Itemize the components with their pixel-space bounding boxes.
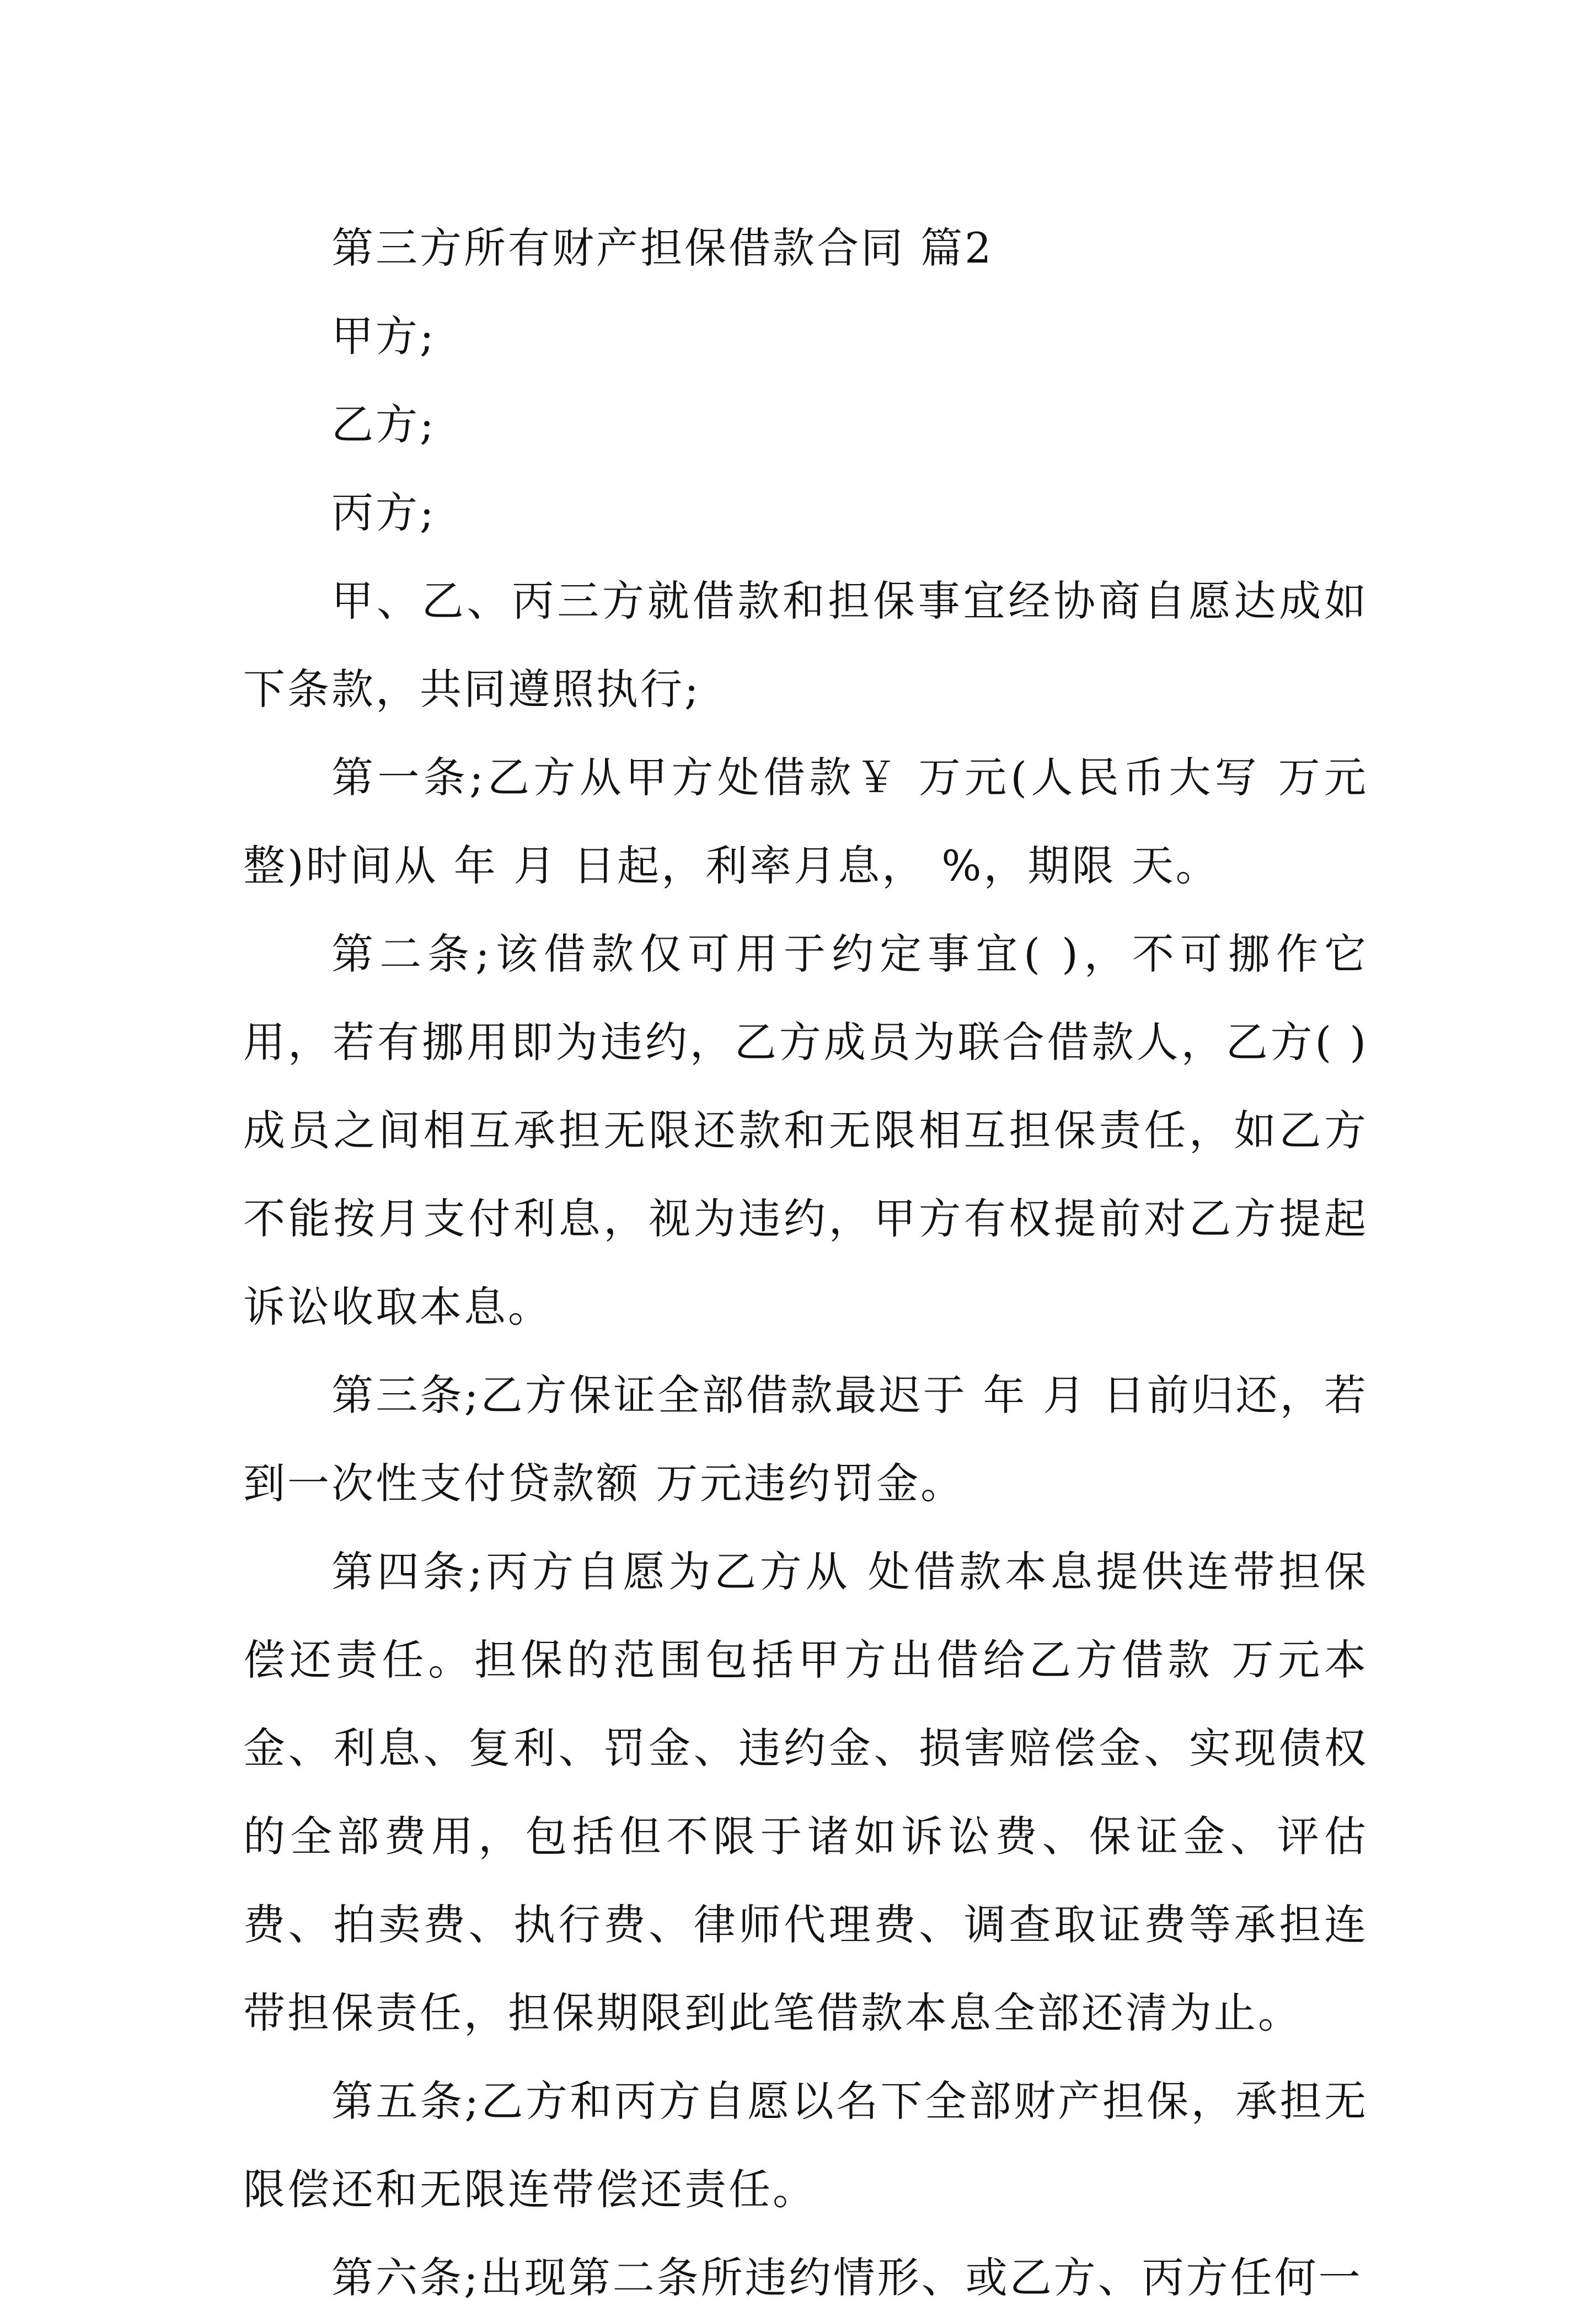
party-c-line: 丙方; xyxy=(331,488,436,537)
document-body xyxy=(243,204,1368,2322)
preamble-paragraph: 甲、乙、丙三方就借款和担保事宜经协商自愿达成如下条款，共同遵照执行; xyxy=(243,576,1368,714)
article-5-paragraph: 第五条;乙方和丙方自愿以名下全部财产担保，承担无限偿还和无限连带偿还责任。 xyxy=(243,2077,1368,2214)
article-1-paragraph: 第一条;乙方从甲方处借款￥ 万元(人民币大写 万元整)时间从 年 月 日起，利率月息， %，期限 天。 xyxy=(243,753,1368,890)
party-a-line: 甲方; xyxy=(331,312,436,361)
article-6-paragraph: 第六条;出现第二条所违约情形、或乙方、丙方任何一 xyxy=(331,2253,1363,2302)
article-4-paragraph: 第四条;丙方自愿为乙方从 处借款本息提供连带担保偿还责任。担保的范围包括甲方出借给乙方借款 万元本金、利息、复利、罚金、违约金、损害赔偿金、实现债权的全部费用，包括但不限于诸如诉讼费、保证金、评估费、拍卖费、执行费、律师代理费、调查取证费等承担连带担保责任，担保期限到此笔借款本息全部还清为止。 xyxy=(243,1547,1368,2037)
article-2-paragraph: 第二条;该借款仅可用于约定事宜( )，不可挪作它用，若有挪用即为违约，乙方成员为联合借款人，乙方( )成员之间相互承担无限还款和无限相互担保责任，如乙方不能按月支付利息，视为违约，甲方有权提前对乙方提起诉讼收取本息。 xyxy=(243,929,1368,1331)
article-3-paragraph: 第三条;乙方保证全部借款最迟于 年 月 日前归还，若到一次性支付贷款额 万元违约罚金。 xyxy=(243,1371,1368,1508)
party-b-line: 乙方; xyxy=(331,400,436,449)
document-title: 第三方所有财产担保借款合同 篇2 xyxy=(331,223,994,272)
